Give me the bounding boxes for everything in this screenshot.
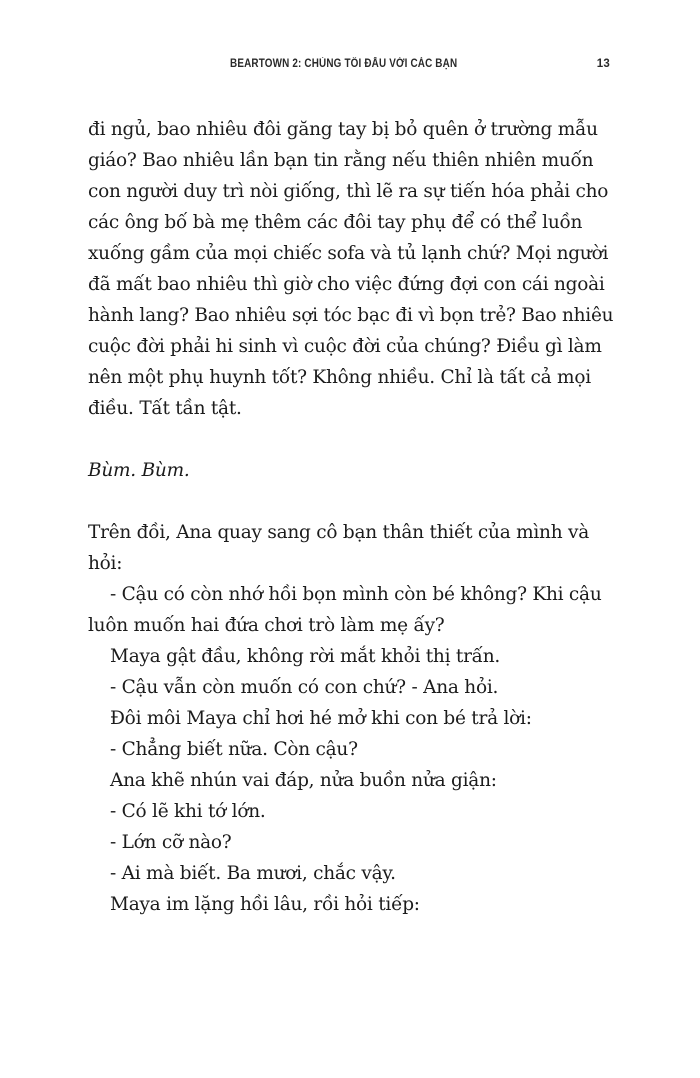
dialogue-line: - Có lẽ khi tớ lớn.	[110, 801, 266, 822]
text-line: giáo? Bao nhiêu lần bạn tin rằng nếu thiên nhiên muốn	[88, 150, 594, 171]
text-line: đã mất bao nhiêu thì giờ cho việc đứng đợi con cái ngoài	[88, 274, 605, 295]
section-gap	[88, 486, 628, 517]
dialogue-block	[88, 579, 628, 920]
dialogue-line: - Ai mà biết. Ba mươi, chắc vậy.	[110, 863, 396, 884]
paragraph-2	[88, 517, 628, 579]
text-line: các ông bố bà mẹ thêm các đôi tay phụ để có thể luồn	[88, 212, 583, 233]
text-line: Bùm. Bùm.	[88, 460, 190, 481]
text-line: xuống gầm của mọi chiếc sofa và tủ lạnh chứ? Mọi người	[88, 243, 609, 264]
text-line: Trên đồi, Ana quay sang cô bạn thân thiết của mình và	[88, 522, 590, 543]
text-line: hỏi:	[88, 553, 123, 574]
narration-line: Đôi môi Maya chỉ hơi hé mở khi con bé trả lời:	[110, 708, 532, 729]
dialogue-line: - Chẳng biết nữa. Còn cậu?	[110, 739, 358, 760]
text-line: điều. Tất tần tật.	[88, 398, 242, 419]
dialogue-line: - Cậu có còn nhớ hồi bọn mình còn bé không? Khi cậu	[110, 584, 602, 605]
narration-line: Ana khẽ nhún vai đáp, nửa buồn nửa giận:	[110, 770, 497, 791]
sound-effect-line	[88, 455, 628, 486]
text-line: đi ngủ, bao nhiêu đôi găng tay bị bỏ quên ở trường mẫu	[88, 119, 598, 140]
text-line: cuộc đời phải hi sinh vì cuộc đời của chúng? Điều gì làm	[88, 336, 602, 357]
narration-line: Maya gật đầu, không rời mắt khỏi thị trấn.	[110, 646, 501, 667]
paragraph-1	[88, 114, 628, 424]
text-line: hành lang? Bao nhiêu sợi tóc bạc đi vì bọn trẻ? Bao nhiêu	[88, 305, 614, 326]
dialogue-line: - Cậu vẫn còn muốn có con chứ? - Ana hỏi.	[110, 677, 499, 698]
running-title: BEARTOWN 2: CHÚNG TÔI ĐẤU VỚI CÁC BẠN	[230, 58, 458, 70]
page-number: 13	[596, 58, 610, 70]
text-line: nên một phụ huynh tốt? Không nhiều. Chỉ là tất cả mọi	[88, 367, 591, 388]
dialogue-line: - Lớn cỡ nào?	[110, 832, 232, 853]
dialogue-line: luôn muốn hai đứa chơi trò làm mẹ ấy?	[88, 615, 445, 636]
section-gap	[88, 424, 628, 455]
running-head	[90, 58, 610, 78]
narration-line: Maya im lặng hồi lâu, rồi hỏi tiếp:	[110, 894, 420, 915]
body-text	[88, 114, 628, 920]
text-line: con người duy trì nòi giống, thì lẽ ra sự tiến hóa phải cho	[88, 181, 609, 202]
